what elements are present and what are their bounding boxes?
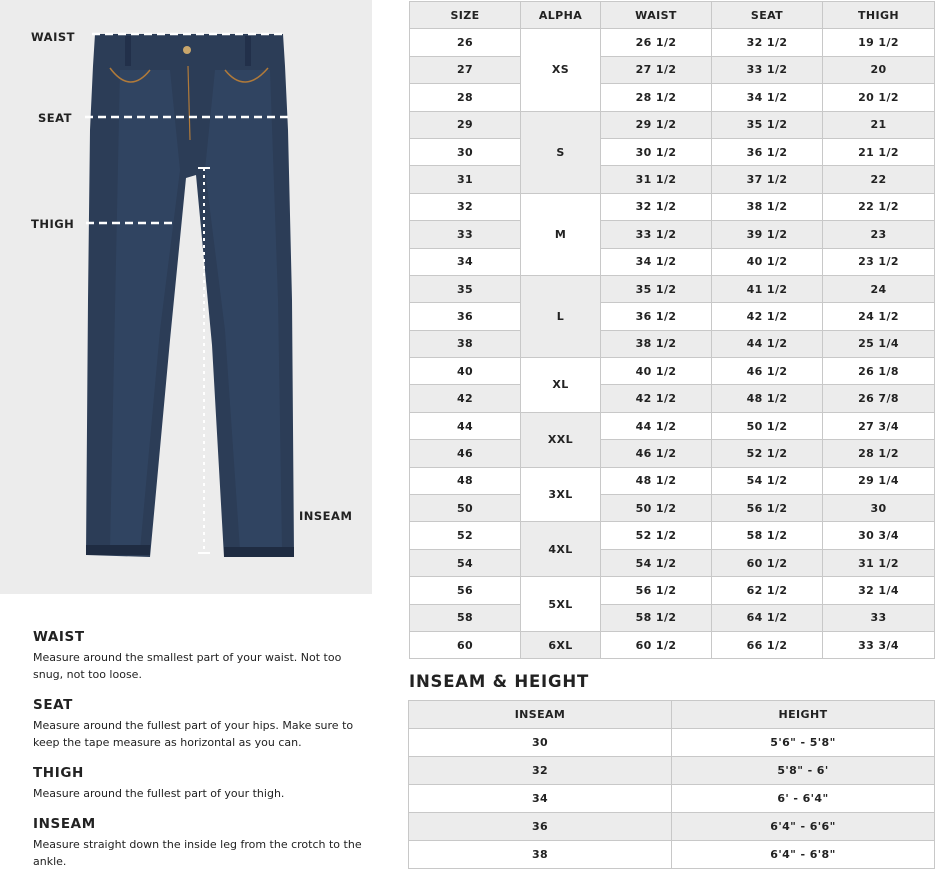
thigh-cell: 27 3/4 [823, 412, 935, 439]
waist-label: WAIST [31, 30, 75, 44]
desc-waist [33, 629, 373, 683]
seat-cell: 46 1/2 [712, 358, 823, 385]
waist-cell: 29 1/2 [601, 111, 712, 138]
size-cell: 35 [410, 275, 521, 302]
desc-title: SEAT [33, 697, 73, 713]
size-cell: 56 [410, 577, 521, 604]
desc-text: Measure around the fullest part of your thigh. [33, 787, 285, 800]
waist-cell: 50 1/2 [601, 495, 712, 522]
thigh-cell: 28 1/2 [823, 440, 935, 467]
desc-title: THIGH [33, 765, 84, 781]
desc-inseam [33, 816, 373, 870]
seat-cell: 44 1/2 [712, 330, 823, 357]
seat-cell: 33 1/2 [712, 56, 823, 83]
size-table-row [410, 221, 935, 248]
seat-cell: 38 1/2 [712, 193, 823, 220]
size-table-row [410, 138, 935, 165]
size-cell: 27 [410, 56, 521, 83]
waist-cell: 28 1/2 [601, 84, 712, 111]
header-alpha: ALPHA [521, 2, 601, 29]
size-table-row [410, 330, 935, 357]
size-cell: 58 [410, 604, 521, 631]
inseam-height-title: INSEAM & HEIGHT [409, 672, 589, 691]
height-cell: 5'8" - 6' [672, 757, 935, 785]
size-cell: 50 [410, 495, 521, 522]
size-table-row [410, 631, 935, 658]
thigh-cell: 22 [823, 166, 935, 193]
alpha-cell: M [521, 193, 601, 275]
thigh-cell: 23 1/2 [823, 248, 935, 275]
size-cell: 31 [410, 166, 521, 193]
waist-cell: 56 1/2 [601, 577, 712, 604]
seat-cell: 54 1/2 [712, 467, 823, 494]
hem-left [86, 545, 150, 555]
header-thigh: THIGH [823, 2, 935, 29]
seat-cell: 36 1/2 [712, 138, 823, 165]
desc-text: Measure straight down the inside leg from the crotch to the ankle. [33, 838, 362, 868]
inseam-table-row [409, 729, 935, 757]
size-cell: 46 [410, 440, 521, 467]
thigh-cell: 24 [823, 275, 935, 302]
inseam-height-table [408, 700, 935, 869]
size-table-row [410, 84, 935, 111]
seat-cell: 66 1/2 [712, 631, 823, 658]
seat-cell: 56 1/2 [712, 495, 823, 522]
belt-loop [125, 36, 131, 66]
inseam-table-row [409, 785, 935, 813]
size-cell: 29 [410, 111, 521, 138]
size-cell: 32 [410, 193, 521, 220]
seat-cell: 52 1/2 [712, 440, 823, 467]
thigh-cell: 20 1/2 [823, 84, 935, 111]
seat-cell: 35 1/2 [712, 111, 823, 138]
size-table-body [410, 29, 935, 659]
waist-cell: 42 1/2 [601, 385, 712, 412]
thigh-cell: 30 3/4 [823, 522, 935, 549]
inseam-cell: 38 [409, 841, 672, 869]
seat-cell: 41 1/2 [712, 275, 823, 302]
jeans-illustration-panel [0, 0, 372, 594]
waist-cell: 54 1/2 [601, 549, 712, 576]
size-table-row [410, 275, 935, 302]
size-cell: 36 [410, 303, 521, 330]
height-cell: 5'6" - 5'8" [672, 729, 935, 757]
size-table-row [410, 495, 935, 522]
waist-cell: 52 1/2 [601, 522, 712, 549]
size-cell: 52 [410, 522, 521, 549]
size-cell: 44 [410, 412, 521, 439]
desc-thigh [33, 765, 373, 802]
belt-loop [245, 36, 251, 66]
alpha-cell: XL [521, 358, 601, 413]
size-cell: 60 [410, 631, 521, 658]
seat-cell: 32 1/2 [712, 29, 823, 56]
height-cell: 6'4" - 6'8" [672, 841, 935, 869]
inseam-table-row [409, 757, 935, 785]
size-table-row [410, 358, 935, 385]
thigh-cell: 25 1/4 [823, 330, 935, 357]
size-table-row [410, 111, 935, 138]
size-cell: 28 [410, 84, 521, 111]
alpha-cell: XXL [521, 412, 601, 467]
alpha-cell: XS [521, 29, 601, 111]
waist-cell: 44 1/2 [601, 412, 712, 439]
waist-cell: 30 1/2 [601, 138, 712, 165]
seat-cell: 39 1/2 [712, 221, 823, 248]
thigh-cell: 31 1/2 [823, 549, 935, 576]
thigh-cell: 19 1/2 [823, 29, 935, 56]
alpha-cell: 5XL [521, 577, 601, 632]
size-cell: 26 [410, 29, 521, 56]
thigh-cell: 33 [823, 604, 935, 631]
size-table-header-row [410, 2, 935, 29]
thigh-cell: 24 1/2 [823, 303, 935, 330]
waist-cell: 26 1/2 [601, 29, 712, 56]
thigh-cell: 21 1/2 [823, 138, 935, 165]
size-cell: 54 [410, 549, 521, 576]
size-table-row [410, 467, 935, 494]
seat-cell: 42 1/2 [712, 303, 823, 330]
header-size: SIZE [410, 2, 521, 29]
thigh-cell: 30 [823, 495, 935, 522]
thigh-cell: 20 [823, 56, 935, 83]
seat-cell: 58 1/2 [712, 522, 823, 549]
seat-label: SEAT [38, 111, 72, 125]
alpha-cell: S [521, 111, 601, 193]
seat-cell: 60 1/2 [712, 549, 823, 576]
size-cell: 34 [410, 248, 521, 275]
size-table-row [410, 166, 935, 193]
waist-cell: 36 1/2 [601, 303, 712, 330]
waist-cell: 46 1/2 [601, 440, 712, 467]
waist-cell: 38 1/2 [601, 330, 712, 357]
inseam-cell: 34 [409, 785, 672, 813]
size-table-row [410, 549, 935, 576]
thigh-cell: 32 1/4 [823, 577, 935, 604]
thigh-cell: 26 1/8 [823, 358, 935, 385]
seat-cell: 64 1/2 [712, 604, 823, 631]
height-cell: 6' - 6'4" [672, 785, 935, 813]
size-table-row [410, 440, 935, 467]
inseam-cell: 36 [409, 813, 672, 841]
inseam-table-header-row [409, 701, 935, 729]
size-table-row [410, 29, 935, 56]
thigh-cell: 21 [823, 111, 935, 138]
size-cell: 33 [410, 221, 521, 248]
size-cell: 40 [410, 358, 521, 385]
thigh-cell: 26 7/8 [823, 385, 935, 412]
waist-cell: 35 1/2 [601, 275, 712, 302]
header-height: HEIGHT [672, 701, 935, 729]
desc-text: Measure around the fullest part of your hips. Make sure to keep the tape measure as horizontal as you can. [33, 719, 354, 749]
size-table-row [410, 522, 935, 549]
thigh-cell: 22 1/2 [823, 193, 935, 220]
size-table-row [410, 577, 935, 604]
size-cell: 38 [410, 330, 521, 357]
seat-cell: 40 1/2 [712, 248, 823, 275]
size-table-row [410, 412, 935, 439]
waist-cell: 40 1/2 [601, 358, 712, 385]
size-table-row [410, 248, 935, 275]
size-table-row [410, 303, 935, 330]
thigh-cell: 23 [823, 221, 935, 248]
inseam-cell: 30 [409, 729, 672, 757]
seat-cell: 37 1/2 [712, 166, 823, 193]
hem-right [224, 547, 294, 557]
waist-cell: 32 1/2 [601, 193, 712, 220]
header-inseam: INSEAM [409, 701, 672, 729]
header-waist: WAIST [601, 2, 712, 29]
size-cell: 42 [410, 385, 521, 412]
alpha-cell: 4XL [521, 522, 601, 577]
size-table-row [410, 56, 935, 83]
height-cell: 6'4" - 6'6" [672, 813, 935, 841]
waist-cell: 58 1/2 [601, 604, 712, 631]
thigh-label: THIGH [31, 217, 75, 231]
waist-cell: 60 1/2 [601, 631, 712, 658]
alpha-cell: 3XL [521, 467, 601, 522]
header-seat: SEAT [712, 2, 823, 29]
alpha-cell: L [521, 275, 601, 357]
waist-cell: 27 1/2 [601, 56, 712, 83]
waist-cell: 31 1/2 [601, 166, 712, 193]
alpha-cell: 6XL [521, 631, 601, 658]
inseam-table-body [409, 729, 935, 869]
jeans-illustration [0, 0, 372, 594]
waist-cell: 48 1/2 [601, 467, 712, 494]
inseam-label: INSEAM [299, 509, 353, 523]
size-table-row [410, 193, 935, 220]
waist-cell: 33 1/2 [601, 221, 712, 248]
inseam-cell: 32 [409, 757, 672, 785]
seat-cell: 48 1/2 [712, 385, 823, 412]
button [183, 46, 191, 54]
thigh-cell: 29 1/4 [823, 467, 935, 494]
size-table-row [410, 385, 935, 412]
inseam-table-row [409, 841, 935, 869]
seat-cell: 34 1/2 [712, 84, 823, 111]
desc-title: WAIST [33, 629, 85, 645]
inseam-table-row [409, 813, 935, 841]
size-cell: 30 [410, 138, 521, 165]
desc-title: INSEAM [33, 816, 96, 832]
seat-cell: 50 1/2 [712, 412, 823, 439]
seat-cell: 62 1/2 [712, 577, 823, 604]
thigh-cell: 33 3/4 [823, 631, 935, 658]
size-chart-table [409, 1, 935, 659]
size-cell: 48 [410, 467, 521, 494]
desc-seat [33, 697, 373, 751]
desc-text: Measure around the smallest part of your waist. Not too snug, not too loose. [33, 651, 342, 681]
size-table-row [410, 604, 935, 631]
waist-cell: 34 1/2 [601, 248, 712, 275]
